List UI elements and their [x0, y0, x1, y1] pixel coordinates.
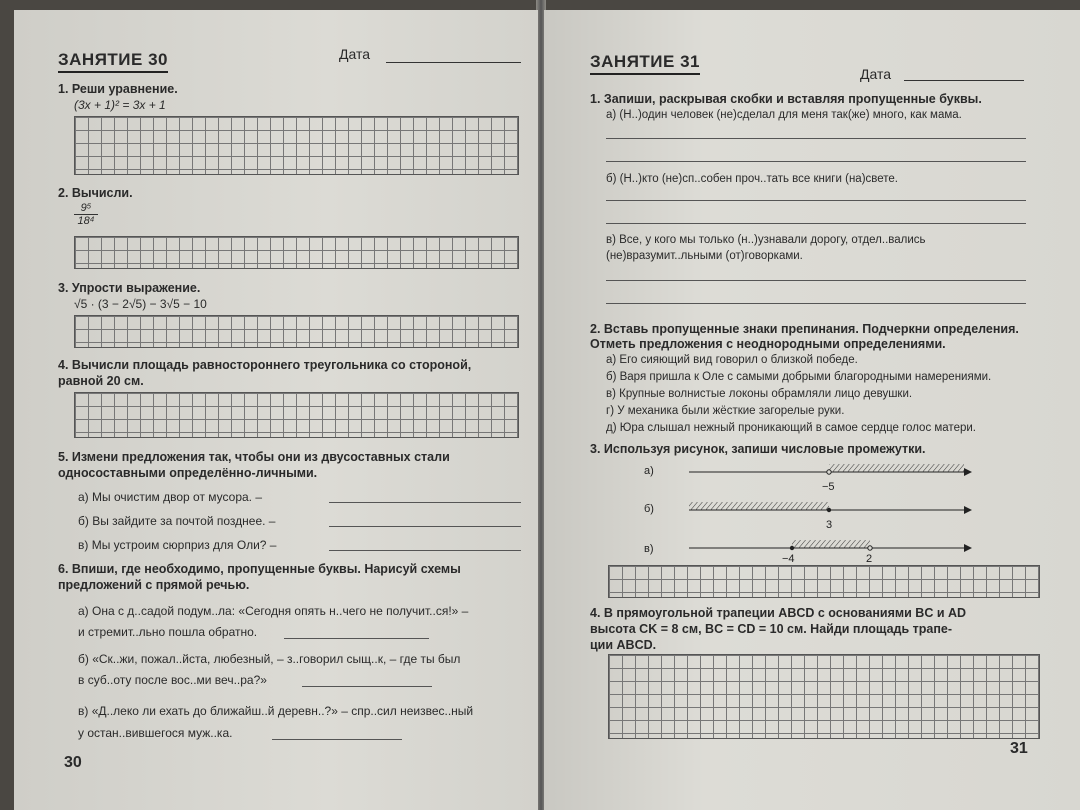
question-2-item-a: а) Его сияющий вид говорил о близкой победе. — [606, 354, 858, 366]
question-1-item-a: а) (Н..)один человек (не)сделал для меня так(же) много, как мама. — [606, 109, 962, 121]
point-2 — [868, 546, 872, 550]
number-line-diagram — [644, 458, 974, 562]
question-2-item-c: в) Крупные волнистые локоны обрамляли лицо девушки. — [606, 388, 913, 400]
tick-label: 3 — [826, 519, 833, 531]
answer-line-5b[interactable] — [329, 526, 521, 527]
question-1-expression: (3x + 1)² = 3x + 1 — [74, 98, 166, 112]
date-line[interactable] — [386, 62, 521, 63]
question-5-item-b: б) Вы зайдите за почтой позднее. – — [78, 514, 276, 528]
tick-label: −4 — [782, 553, 795, 562]
question-4-line-3: ции ABCD. — [590, 638, 657, 652]
page-number: 31 — [1010, 740, 1028, 757]
answer-grid-3[interactable] — [74, 315, 519, 348]
question-4-line-2: высота CK = 8 см, BC = CD = 10 см. Найди площадь трапе- — [590, 622, 953, 636]
tick-label: 2 — [866, 553, 873, 562]
date-line[interactable] — [904, 80, 1024, 81]
question-4-line-1: 4. Вычисли площадь равностороннего треугольника со стороной, — [58, 358, 472, 372]
answer-line-6c[interactable] — [272, 739, 402, 740]
fraction-denominator: 18⁴ — [74, 214, 98, 227]
question-1-heading: 1. Запиши, раскрывая скобки и вставляя пропущенные буквы. — [590, 92, 982, 106]
question-4-line-1: 4. В прямоугольной трапеции ABCD с основаниями BC и AD — [590, 606, 967, 620]
answer-line-1c-1[interactable] — [606, 280, 1026, 281]
question-3-heading: 3. Используя рисунок, запиши числовые промежутки. — [590, 442, 926, 456]
left-page — [14, 10, 538, 810]
question-2-item-e: д) Юра слышал нежный проникающий в самое сердце голос матери. — [606, 422, 976, 434]
number-line-c — [644, 540, 972, 562]
question-6-line-2: предложений с прямой речью. — [58, 578, 250, 592]
answer-line-1a-1[interactable] — [606, 138, 1026, 139]
question-1-item-b: б) (Н..)кто (не)сп..собен проч..тать все книги (на)свете. — [606, 173, 899, 185]
question-2-heading: 2. Вычисли. — [58, 186, 133, 200]
question-6-line-1: 6. Впиши, где необходимо, пропущенные буквы. Нарисуй схемы — [58, 562, 461, 576]
question-5-line-2: односоставными определённо-личными. — [58, 466, 318, 480]
page-number: 30 — [64, 754, 82, 771]
point-minus-4 — [790, 546, 794, 550]
question-5-line-1: 5. Измени предложения так, чтобы они из двусоставных стали — [58, 450, 450, 464]
number-line-a-label: а) — [644, 465, 654, 477]
answer-grid-3[interactable] — [608, 565, 1040, 598]
answer-grid-4[interactable] — [608, 654, 1040, 739]
question-6-c-line-1: в) «Д..леко ли ехать до ближайш..й деревн..?» – спр..сил неизвес..ный — [78, 704, 474, 718]
question-5-item-a: а) Мы очистим двор от мусора. – — [78, 490, 263, 504]
question-6-c-line-2: у остан..вившегося муж..ка. — [78, 726, 233, 740]
date-label: Дата — [339, 46, 371, 62]
answer-grid-4[interactable] — [74, 392, 519, 438]
question-3-expression: √5 · (3 − 2√5) − 3√5 − 10 — [74, 297, 207, 311]
tick-label: −5 — [822, 481, 835, 493]
point-minus-5 — [827, 470, 831, 474]
question-2-item-b: б) Варя пришла к Оле с самыми добрыми благородными намерениями. — [606, 371, 992, 383]
question-1-item-c-line-2: (не)вразумит..льными (от)говорками. — [606, 250, 803, 262]
number-line-c-label: в) — [644, 543, 654, 555]
answer-line-6a[interactable] — [284, 638, 429, 639]
answer-grid-1[interactable] — [74, 116, 519, 175]
question-6-a-line-2: и стремит..льно пошла обратно. — [78, 625, 258, 639]
lesson-title: ЗАНЯТИЕ 30 — [58, 50, 168, 73]
question-5-item-c: в) Мы устроим сюрприз для Оли? – — [78, 538, 277, 552]
question-2-item-d: г) У механика были жёсткие загорелые руки. — [606, 405, 845, 417]
answer-line-5a[interactable] — [329, 502, 521, 503]
answer-line-6b[interactable] — [302, 686, 432, 687]
question-3-heading: 3. Упрости выражение. — [58, 281, 201, 295]
answer-line-1c-2[interactable] — [606, 303, 1026, 304]
question-2-line-1: 2. Вставь пропущенные знаки препинания. Подчеркни определения. — [590, 322, 1019, 336]
question-6-b-line-2: в суб..оту после вос..ми веч..ра?» — [78, 673, 267, 687]
fraction-numerator: 9⁵ — [80, 202, 92, 214]
answer-grid-2[interactable] — [74, 236, 519, 269]
number-line-b-label: б) — [644, 503, 654, 515]
question-2-line-2: Отметь предложения с неоднородными определениями. — [590, 337, 946, 351]
question-4-line-2: равной 20 см. — [58, 374, 144, 388]
answer-line-1a-2[interactable] — [606, 161, 1026, 162]
right-page — [544, 10, 1080, 810]
answer-line-1b-1[interactable] — [606, 200, 1026, 201]
number-line-a — [644, 464, 972, 493]
question-1-item-c-line-1: в) Все, у кого мы только (н..)узнавали дорогу, отдел..вались — [606, 234, 926, 246]
point-3 — [827, 508, 831, 512]
answer-line-1b-2[interactable] — [606, 223, 1026, 224]
question-1-heading: 1. Реши уравнение. — [58, 82, 178, 96]
question-6-a-line-1: а) Она с д..садой подум..ла: «Сегодня опять н..чего не получит..ся!» – — [78, 604, 469, 618]
question-6-b-line-1: б) «Ск..жи, пожал..йста, любезный, – з..говорил сыщ..к, – где ты был — [78, 652, 461, 666]
answer-line-5c[interactable] — [329, 550, 521, 551]
lesson-title: ЗАНЯТИЕ 31 — [590, 52, 700, 75]
fraction — [74, 202, 98, 227]
number-line-b — [644, 502, 972, 531]
date-label: Дата — [860, 66, 892, 82]
